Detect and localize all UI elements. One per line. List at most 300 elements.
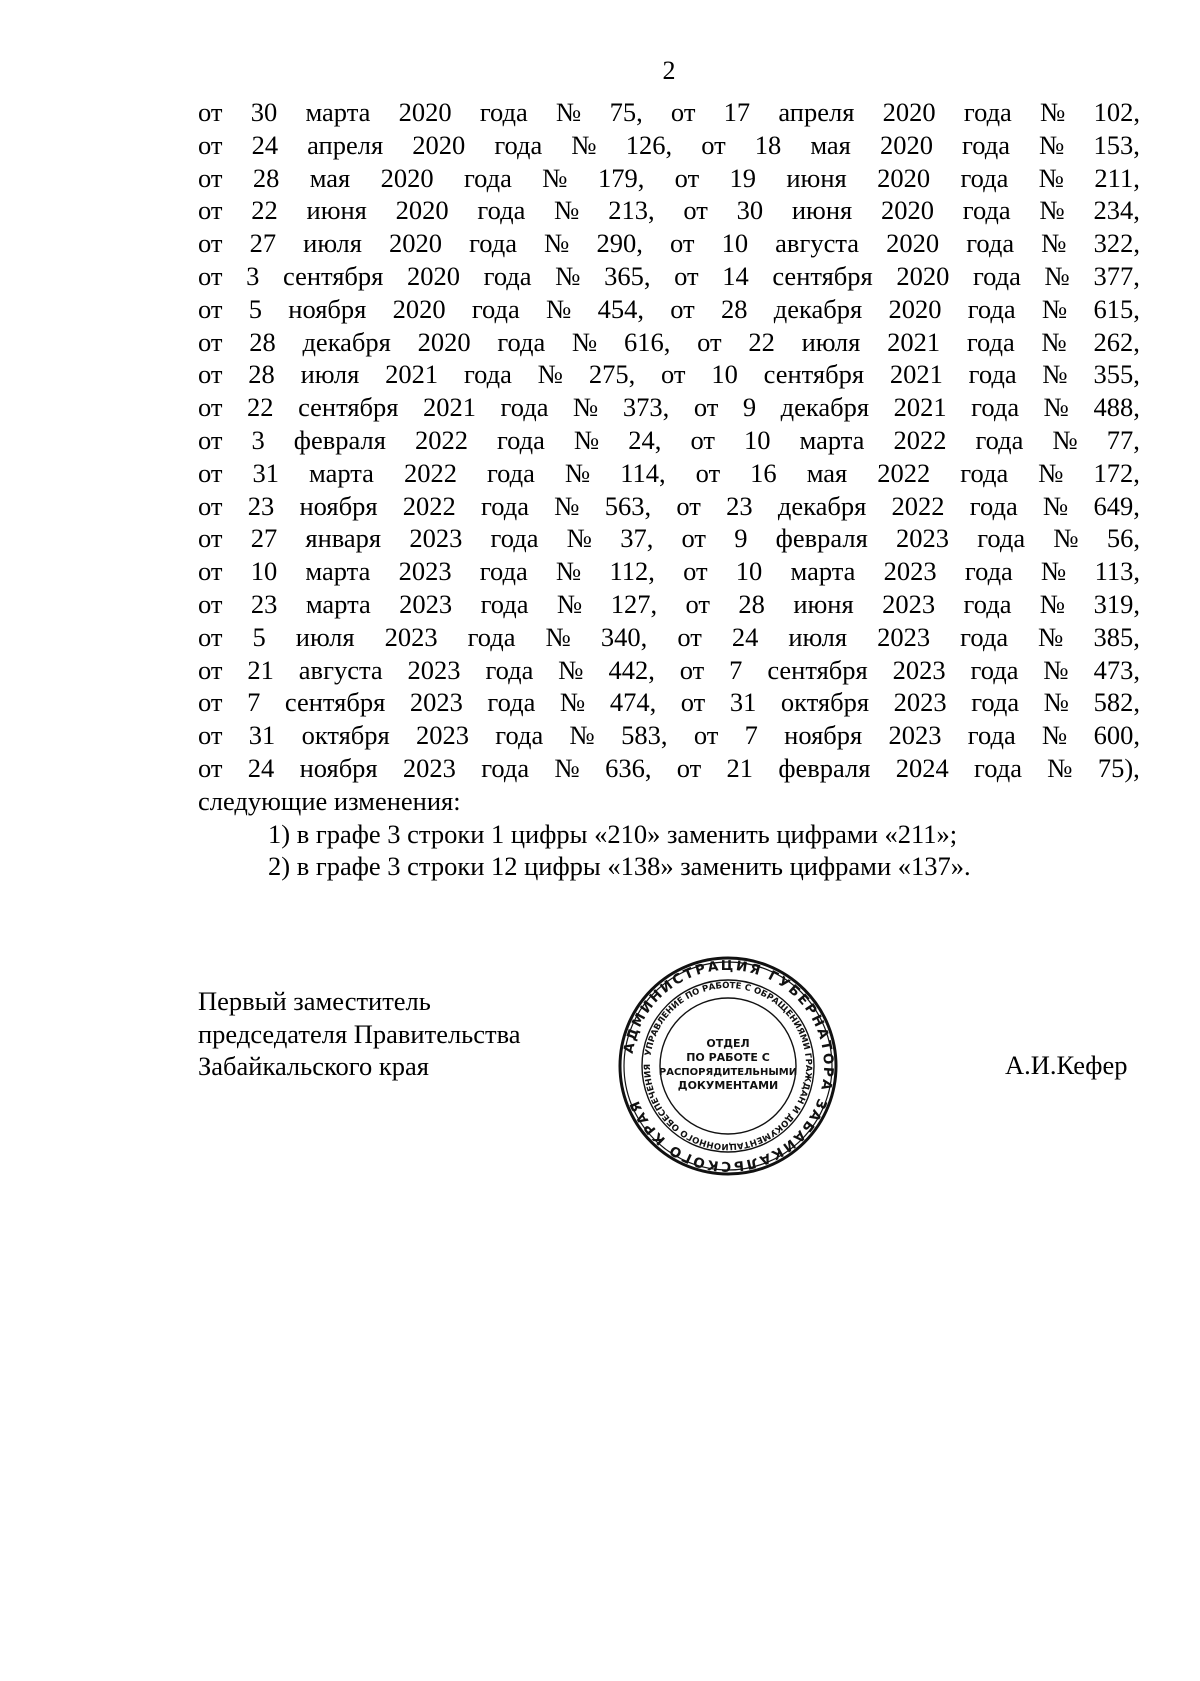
word: 563, (604, 490, 652, 521)
justified-text-block (198, 96, 1140, 785)
word: марта (790, 556, 856, 587)
word: июля (303, 228, 362, 259)
word: года (477, 195, 526, 226)
word: 355, (1093, 359, 1140, 390)
word: 2023 (895, 523, 949, 554)
text-line (198, 555, 1140, 588)
word: 454, (597, 293, 644, 324)
word: 28 (249, 326, 276, 357)
word: 24, (628, 424, 662, 455)
word: июня (306, 195, 367, 226)
text-line (198, 358, 1140, 391)
word: года (471, 293, 520, 324)
signatory-position-line: председателя Правительства (198, 1018, 521, 1049)
signatory-position (198, 985, 521, 1083)
word: от (683, 195, 708, 226)
word: от (693, 720, 719, 751)
word: 114, (620, 457, 666, 488)
word: 2023 (892, 654, 946, 685)
word: от (674, 162, 700, 193)
word: июня (786, 162, 847, 193)
word: 474, (609, 687, 657, 718)
word: сентября (767, 654, 868, 685)
word: года (968, 359, 1017, 390)
word: 37, (620, 523, 654, 554)
word: от (198, 523, 223, 554)
official-stamp (617, 955, 839, 1177)
word: марта (305, 556, 371, 587)
word: № (569, 720, 595, 751)
word: 385, (1093, 621, 1140, 652)
word: 113, (1094, 556, 1140, 587)
word: № (1038, 457, 1064, 488)
word: от (198, 720, 223, 751)
word: ноября (299, 752, 378, 783)
word: 27 (249, 228, 277, 259)
word: от (690, 424, 715, 455)
word: № (1052, 424, 1078, 455)
text-line (198, 752, 1140, 785)
word: 473, (1093, 654, 1140, 685)
word: 30 (736, 195, 764, 226)
word: 19 (729, 162, 757, 193)
word: 2020 (880, 195, 934, 226)
word: декабря (777, 490, 867, 521)
page-number: 2 (662, 56, 676, 85)
stamp-center-line: ПО РАБОТЕ С (686, 1051, 770, 1064)
word: 2021 (889, 359, 943, 390)
word: 2023 (409, 523, 463, 554)
word: 16 (750, 457, 777, 488)
word: года (496, 424, 545, 455)
word: августа (775, 228, 859, 259)
word: ноября (784, 720, 863, 751)
word: 275, (588, 359, 636, 390)
word: года (490, 523, 539, 554)
word: 373, (622, 392, 670, 423)
word: № (1047, 752, 1073, 783)
word: 7 (729, 654, 743, 685)
word: № (1043, 687, 1070, 718)
word: года (480, 588, 529, 619)
text-line (198, 522, 1140, 555)
word: от (677, 621, 702, 652)
word: 126, (625, 129, 673, 160)
word: года (485, 654, 534, 685)
word: 234, (1093, 195, 1140, 226)
word: № (571, 129, 597, 160)
word: от (661, 359, 686, 390)
word: 2023 (888, 720, 942, 751)
word: от (198, 359, 223, 390)
word: от (670, 97, 696, 127)
word: № (555, 556, 582, 587)
change-item-2: 2) в графе 3 строки 12 цифры «138» заменить цифрами «137». (268, 851, 971, 882)
word: от (676, 752, 702, 783)
word: 24 (251, 129, 279, 160)
word: 23 (250, 588, 278, 619)
word: № (573, 392, 599, 423)
word: года (966, 228, 1015, 259)
word: от (198, 293, 223, 324)
word: от (198, 588, 223, 619)
word: № (542, 162, 568, 193)
text-line (198, 490, 1140, 523)
word: декабря (302, 326, 391, 357)
word: 2023 (409, 687, 463, 718)
word: № (558, 654, 584, 685)
word: 616, (624, 326, 671, 357)
word: № (1043, 490, 1069, 521)
word: года (967, 720, 1016, 751)
word: года (977, 523, 1026, 554)
word: 322, (1093, 228, 1140, 259)
word: 28 (738, 588, 765, 619)
word: от (198, 621, 223, 652)
word: 28 (252, 162, 280, 193)
word: апреля (778, 97, 855, 127)
word: ноября (288, 293, 367, 324)
document-body (198, 96, 1140, 883)
word: 23 (247, 490, 275, 521)
word: июля (295, 621, 355, 652)
word: марта (799, 424, 865, 455)
word: июля (788, 621, 848, 652)
word: 2020 (886, 228, 940, 259)
text-line (198, 96, 1140, 129)
word: 377, (1093, 260, 1140, 291)
word: 2023 (893, 687, 947, 718)
word: № (564, 457, 591, 488)
text-line (198, 457, 1140, 490)
word: № (1053, 523, 1079, 554)
stamp-inner-text: УПРАВЛЕНИЕ ПО РАБОТЕ С ОБРАЩЕНИЯМИ ГРАЖДАН И ДОКУМЕНТАЦИОННОГО ОБЕСПЕЧЕНИЯ (642, 980, 814, 1152)
word: от (198, 654, 223, 685)
word: года (962, 129, 1010, 160)
word: года (962, 195, 1011, 226)
text-line (198, 686, 1140, 719)
word: 75), (1097, 752, 1140, 783)
word: 22 (251, 195, 278, 226)
word: года (487, 687, 536, 718)
word: 583, (621, 720, 668, 751)
text-line (198, 424, 1140, 457)
word: № (546, 293, 572, 324)
stamp-center-line: РАСПОРЯДИТЕЛЬНЫМИ (658, 1067, 798, 1078)
word: 3 (251, 424, 265, 455)
word: 22 (247, 392, 274, 423)
word: 31 (729, 687, 757, 718)
word: 2020 (896, 260, 950, 291)
word: 7 (247, 687, 261, 718)
word: от (198, 228, 223, 259)
signatory-position-line: Забайкальского края (198, 1051, 429, 1081)
word: года (481, 490, 529, 521)
word: 636, (605, 752, 652, 783)
word: 7 (744, 720, 758, 751)
word: от (198, 162, 223, 193)
word: года (963, 588, 1012, 619)
word: сентября (284, 687, 386, 718)
word: от (198, 195, 223, 226)
word: от (680, 687, 706, 718)
word: августа (298, 654, 383, 685)
text-line (198, 194, 1140, 227)
word: 172, (1093, 457, 1140, 488)
word: 2023 (398, 556, 452, 587)
word: от (198, 326, 223, 357)
word: марта (305, 97, 371, 127)
word: 2020 (882, 97, 936, 127)
word: 31 (252, 457, 279, 488)
word: № (556, 97, 582, 127)
word: 2022 (402, 490, 456, 521)
word: от (198, 392, 223, 423)
word: 2022 (414, 424, 468, 455)
word: 2021 (887, 326, 941, 357)
word: № (559, 687, 586, 718)
word: октября (301, 720, 390, 751)
word: 56, (1106, 523, 1140, 554)
word: года (463, 162, 512, 193)
word: 2020 (406, 260, 460, 291)
word: года (966, 326, 1015, 357)
word: 2021 (893, 392, 947, 423)
text-line (198, 293, 1140, 326)
word: от (198, 556, 223, 587)
word: года (960, 621, 1009, 652)
word: марта (309, 457, 374, 488)
word: года (974, 752, 1022, 783)
word: 2023 (882, 588, 936, 619)
word: от (701, 129, 726, 160)
word: № (554, 752, 580, 783)
word: № (1043, 654, 1069, 685)
text-line (198, 391, 1140, 424)
word: 21 (247, 654, 274, 685)
word: 2020 (395, 195, 449, 226)
word: от (697, 326, 722, 357)
word: 24 (247, 752, 275, 783)
word: 10 (711, 359, 738, 390)
word: 2021 (385, 359, 439, 390)
word: года (469, 228, 518, 259)
word: № (572, 326, 598, 357)
word: от (670, 293, 695, 324)
word: сентября (282, 260, 384, 291)
word: № (556, 588, 583, 619)
word: от (198, 129, 223, 160)
signatory-name: А.И.Кефер (1005, 1050, 1128, 1080)
word: от (685, 588, 710, 619)
word: от (674, 260, 699, 291)
word: 340, (600, 621, 648, 652)
word: от (695, 457, 721, 488)
word: 2020 (888, 293, 942, 324)
stamp-outer-text: АДМИНИСТРАЦИЯ ГУБЕРНАТОРА ЗАБАЙКАЛЬСКОГО КРАЯ (620, 957, 837, 1175)
word: № (573, 424, 600, 455)
word: 649, (1093, 490, 1140, 521)
word: мая (309, 162, 351, 193)
word: 262, (1093, 326, 1140, 357)
word: 2023 (877, 621, 931, 652)
word: 213, (608, 195, 655, 226)
text-line (198, 719, 1140, 752)
word: 10 (735, 556, 763, 587)
word: № (1042, 359, 1068, 390)
text-line (198, 326, 1140, 359)
word: 9 (742, 392, 757, 423)
word: января (305, 523, 382, 554)
word: 127, (610, 588, 658, 619)
word: мая (810, 129, 851, 160)
word: 17 (723, 97, 751, 127)
word: от (198, 97, 223, 127)
word: № (1038, 621, 1064, 652)
word: 2022 (893, 424, 947, 455)
word: года (500, 392, 549, 423)
word: от (198, 260, 223, 291)
word: 10 (250, 556, 278, 587)
word: 2023 (883, 556, 937, 587)
word: от (693, 392, 719, 423)
word: № (537, 359, 564, 390)
word: от (681, 523, 707, 554)
word: 2020 (380, 162, 434, 193)
word: № (566, 523, 592, 554)
word: года (971, 687, 1020, 718)
word: 290, (596, 228, 643, 259)
word: 22 (748, 326, 775, 357)
word: года (494, 129, 543, 160)
word: года (972, 260, 1021, 291)
word: от (676, 490, 701, 521)
word: № (1041, 228, 1067, 259)
word: от (198, 687, 223, 718)
word: № (1041, 556, 1067, 587)
word: от (198, 752, 223, 783)
stamp-center-line: ОТДЕЛ (706, 1037, 750, 1050)
word: 28 (721, 293, 748, 324)
word: № (544, 228, 570, 259)
word: № (1041, 293, 1068, 324)
word: 2024 (895, 752, 949, 783)
word: года (497, 326, 546, 357)
word: от (683, 556, 708, 587)
word: № (554, 195, 580, 226)
word: года (479, 556, 528, 587)
word: 211, (1094, 162, 1140, 193)
word: 10 (721, 228, 749, 259)
word: 2020 (398, 97, 452, 127)
word: 27 (250, 523, 278, 554)
stamp-center-line: ДОКУМЕНТАМИ (677, 1079, 779, 1092)
word: 319, (1093, 588, 1140, 619)
word: года (969, 490, 1018, 521)
signatory-position-line: Первый заместитель (198, 986, 431, 1016)
word: 600, (1093, 720, 1140, 751)
word: года (486, 457, 535, 488)
word: 28 (248, 359, 275, 390)
word: 2020 (392, 293, 446, 324)
word: года (971, 392, 1020, 423)
word: № (1042, 720, 1068, 751)
text-line (198, 588, 1140, 621)
word: февраля (778, 752, 871, 783)
word: от (198, 490, 223, 521)
word: сентября (763, 359, 865, 390)
word: 24 (731, 621, 759, 652)
word: 14 (722, 260, 749, 291)
word: 18 (754, 129, 782, 160)
word: 2020 (412, 129, 466, 160)
word: 2022 (877, 457, 931, 488)
word: года (967, 293, 1016, 324)
word: июля (801, 326, 861, 357)
word: 2020 (389, 228, 442, 259)
word: года (481, 752, 530, 783)
word: апреля (307, 129, 384, 160)
word: 2023 (407, 654, 461, 685)
word: года (963, 97, 1012, 127)
word: 2021 (423, 392, 476, 423)
word: мая (806, 457, 848, 488)
word: июня (791, 195, 853, 226)
word: 2020 (879, 129, 933, 160)
word: 488, (1093, 392, 1140, 423)
word: года (975, 424, 1024, 455)
word: 102, (1093, 97, 1140, 127)
word: года (483, 260, 532, 291)
word: № (1040, 97, 1066, 127)
word: года (479, 97, 528, 127)
word: года (960, 457, 1009, 488)
text-line (198, 621, 1140, 654)
word: декабря (773, 293, 863, 324)
word: 30 (250, 97, 278, 127)
svg-text:УПРАВЛЕНИЕ ПО РАБОТЕ С ОБРАЩЕН (643, 981, 813, 1151)
word: 2020 (417, 326, 471, 357)
word: № (545, 621, 571, 652)
word: 365, (604, 260, 651, 291)
changes-intro: следующие изменения: (198, 785, 461, 816)
word: 2023 (416, 720, 469, 751)
change-item-1: 1) в графе 3 строки 1 цифры «210» заменить цифрами «211»; (268, 818, 958, 849)
word: от (198, 424, 223, 455)
word: ноября (299, 490, 378, 521)
word: 582, (1093, 687, 1140, 718)
word: 5 (248, 293, 262, 324)
word: 2023 (399, 588, 453, 619)
word: 2023 (402, 752, 456, 783)
text-line (198, 129, 1140, 162)
word: 179, (597, 162, 645, 193)
word: № (1039, 588, 1066, 619)
word: декабря (780, 392, 870, 423)
word: 21 (726, 752, 754, 783)
word: 112, (609, 556, 655, 587)
word: марта (305, 588, 371, 619)
word: февраля (775, 523, 868, 554)
word: № (554, 490, 580, 521)
word: октября (780, 687, 870, 718)
word: 2023 (384, 621, 438, 652)
word: 153, (1093, 129, 1140, 160)
word: февраля (293, 424, 386, 455)
word: 2022 (891, 490, 945, 521)
word: № (1038, 162, 1065, 193)
word: 75, (609, 97, 643, 127)
